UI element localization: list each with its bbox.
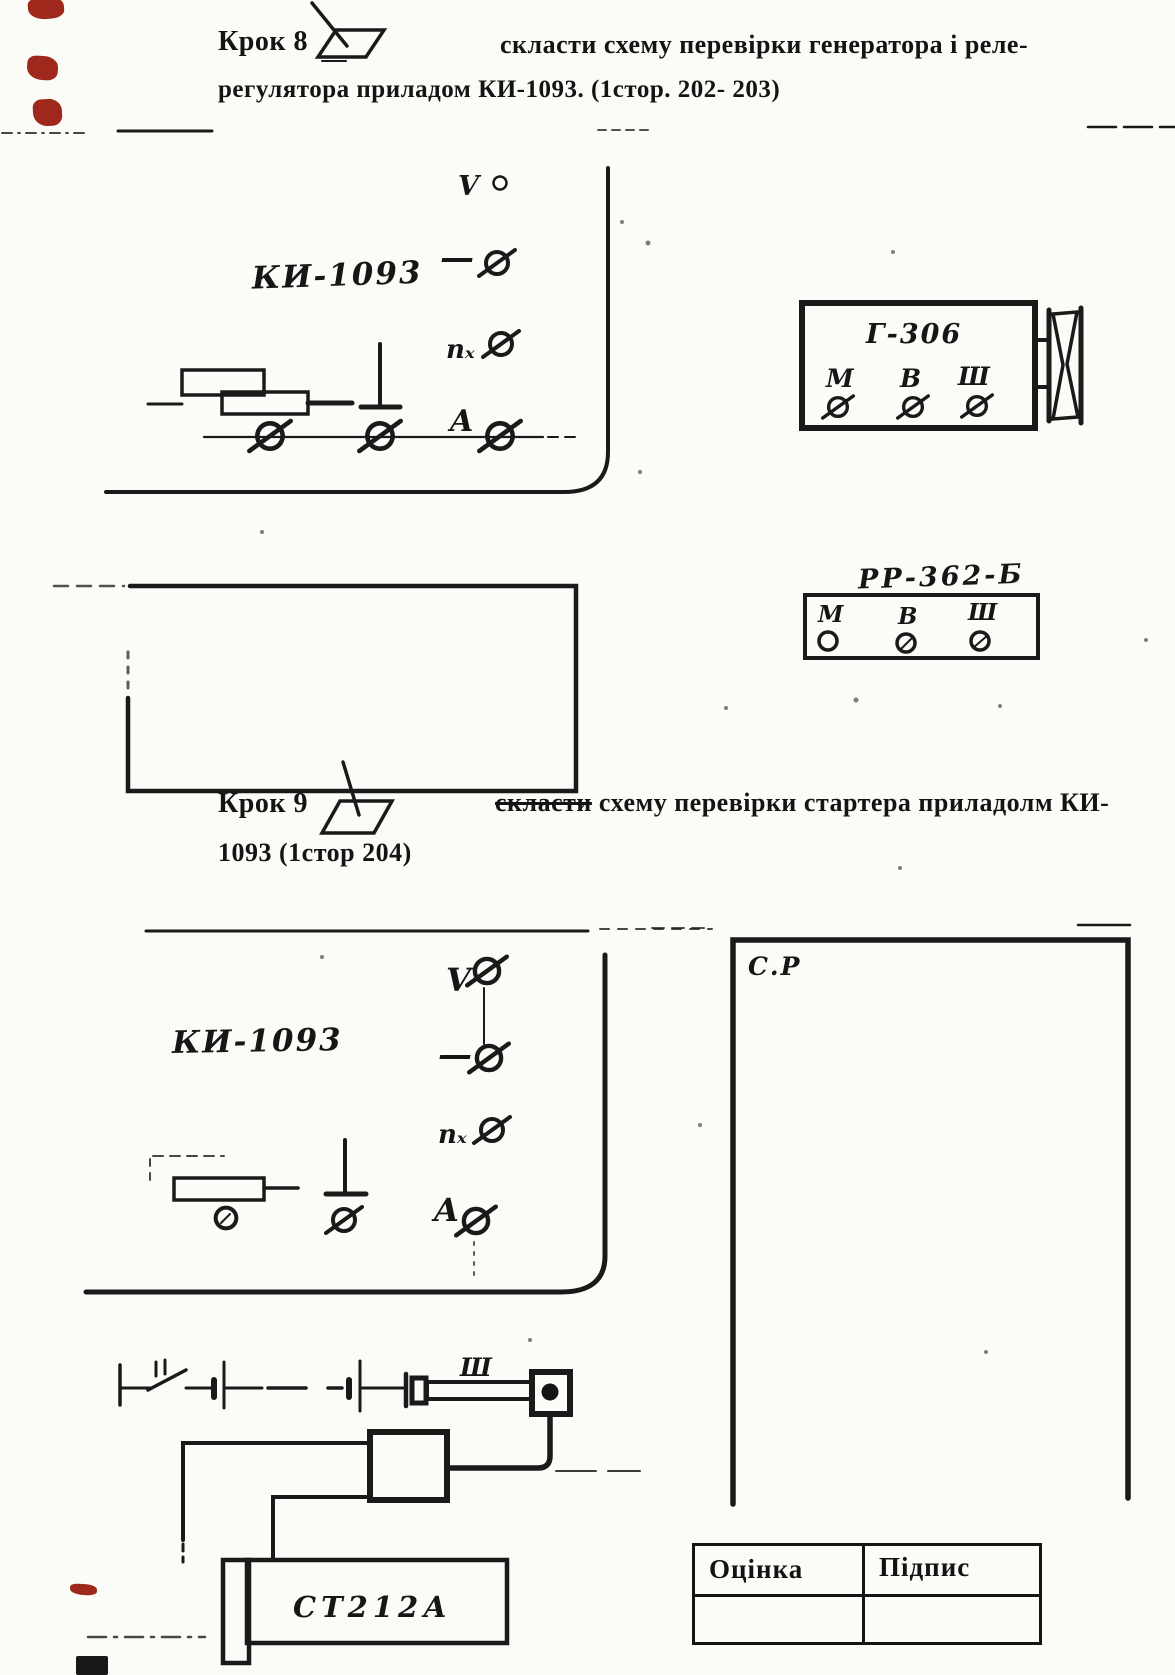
rheostat-symbol: [150, 1156, 298, 1228]
relay-starter-box: [652, 928, 1128, 1504]
tester2-terminal-v: [467, 957, 507, 986]
page-divider-top: [2, 127, 1175, 133]
generator-terminal-m: [823, 396, 854, 418]
meter-dot: [542, 1384, 559, 1401]
ground-probe-symbol: [361, 344, 400, 407]
generator-terminal-b-label: В: [900, 364, 922, 393]
generator-terminal-sh-label: Ш: [958, 362, 990, 391]
regulator-terminal-sh-label: Ш: [968, 599, 998, 626]
socket-slash: [326, 1207, 362, 1233]
struck-word: скласти: [495, 788, 592, 817]
relay-block: [370, 1432, 447, 1500]
tester2-terminal-n-label: nₓ: [438, 1120, 467, 1150]
rheostat-symbol: [148, 370, 352, 414]
step8-label: Крок 8: [218, 26, 309, 57]
scan-noise: [260, 220, 1148, 1354]
tester2-terminal-minus: [469, 1044, 509, 1073]
step8-instruction-line1: скласти схему перевірки генератора і реле-: [500, 30, 1029, 59]
switch-blade: [148, 1370, 186, 1390]
pulley-symbol: [1035, 308, 1081, 423]
generator-label: Г-306: [866, 319, 963, 350]
tester1-terminal-v: [494, 177, 507, 190]
generator-terminal-sh: [962, 395, 993, 417]
regulator-terminal-m: [819, 632, 837, 650]
regulator-terminal-m-label: М: [818, 601, 844, 628]
tester1-terminal-minus: [479, 250, 515, 276]
table-column-divider: [862, 1546, 865, 1642]
tester2-label: КИ-1093: [171, 1022, 343, 1062]
step9-line1-rest: схему перевірки стартера приладолм КИ-: [591, 788, 1110, 817]
tester2-terminal-n: [474, 1117, 510, 1143]
starter-label: СТ212А: [293, 1590, 452, 1624]
tester2-terminal-minus-label: —: [438, 1035, 472, 1075]
tester1-socket: [359, 421, 400, 451]
tester1-panel: [106, 168, 608, 492]
tester1-terminal-a-label: A: [450, 404, 474, 439]
tester1-terminal-a: [479, 421, 520, 451]
answer-box-step8: [54, 586, 576, 791]
grade-column-header: Оцінка: [709, 1554, 804, 1584]
table-row-divider: [695, 1594, 1039, 1597]
tester2-terminal-a: [456, 1207, 496, 1236]
pen-task-icon: [322, 762, 392, 833]
ground-probe-symbol: [326, 1140, 366, 1233]
shunt-bar: [427, 1382, 532, 1399]
generator-terminal-b: [898, 396, 929, 418]
step9-divider: [146, 925, 1130, 931]
relay-box-label: С.Р: [748, 952, 802, 981]
tester1-label: КИ-1093: [251, 254, 424, 297]
tester2-terminal-a-label: A: [434, 1191, 459, 1229]
tester1-terminal-minus-label: —: [440, 238, 474, 278]
starter-box: [223, 1560, 507, 1663]
tester1-terminal-n: [483, 331, 519, 357]
pen-task-icon: [312, 3, 384, 61]
grade-table: [692, 1543, 1042, 1645]
step8-instruction-line2: регулятора приладом КИ-1093. (1стор. 202- 203): [218, 76, 781, 103]
regulator-label: РР-362-Б: [857, 558, 1026, 596]
starter-circuit: [88, 1353, 640, 1663]
tester1-socket: [249, 421, 290, 451]
tester2-panel: [86, 955, 605, 1292]
signature-column-header: Підпис: [879, 1552, 971, 1582]
regulator-box: [805, 559, 1038, 658]
connector-plug: [412, 1378, 426, 1403]
step9-label: Крок 9: [218, 788, 309, 819]
generator-box: [802, 303, 1081, 428]
step9-instruction-line2: 1093 (1стор 204): [218, 838, 412, 867]
tester2-terminal-v-label: V: [446, 961, 471, 999]
regulator-terminal-b-label: В: [898, 603, 918, 630]
tester1-terminal-n-label: nₓ: [446, 335, 475, 365]
generator-terminal-m-label: М: [826, 364, 854, 393]
shunt-label: Ш: [460, 1353, 492, 1382]
tester1-terminal-v-label: V: [458, 171, 479, 202]
